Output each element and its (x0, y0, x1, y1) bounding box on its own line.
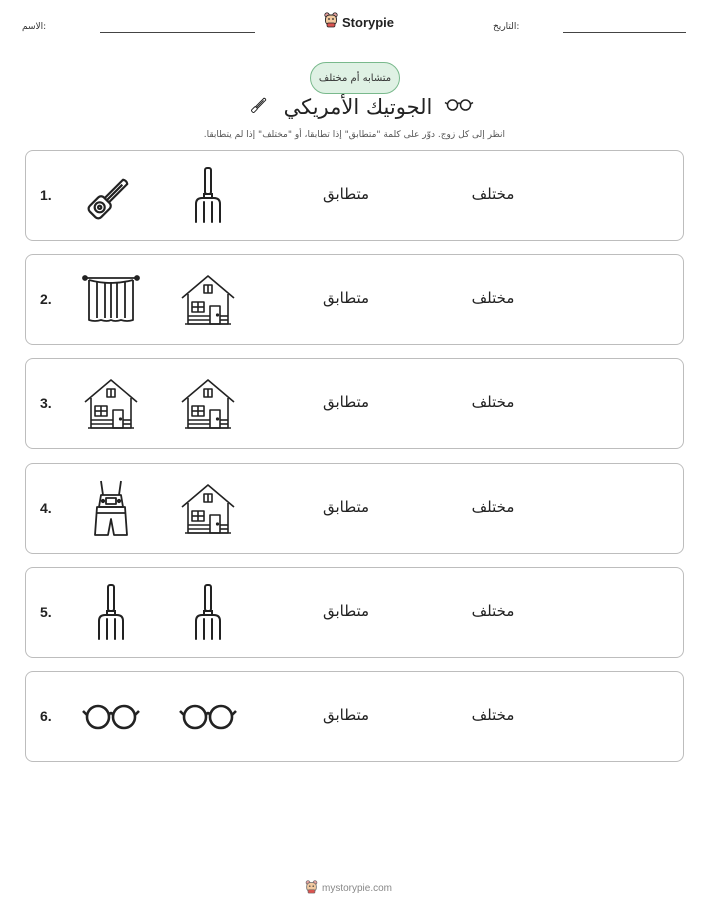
exercise-row (25, 671, 684, 762)
footer (305, 880, 392, 896)
house-icon (178, 270, 238, 330)
storypie-mascot-icon (324, 12, 338, 32)
same-option[interactable]: متطابق (322, 393, 370, 411)
overalls-icon (81, 479, 141, 539)
same-option[interactable]: متطابق (322, 706, 370, 724)
different-option[interactable]: مختلف (471, 602, 515, 620)
exercise-row (25, 567, 684, 658)
safety-pin-icon (81, 166, 141, 226)
glasses-icon (81, 687, 141, 747)
page-title: الجوتيك الأمريكي (283, 95, 433, 119)
exercise-row (25, 463, 684, 554)
house-icon (178, 479, 238, 539)
exercise-row (25, 358, 684, 449)
date-label: التاريخ: (493, 22, 520, 32)
different-option[interactable]: مختلف (471, 706, 515, 724)
date-line[interactable] (563, 32, 686, 33)
different-option[interactable]: مختلف (471, 185, 515, 203)
footer-url: mystorypie.com (322, 882, 393, 894)
glasses-icon (444, 95, 474, 119)
name-line[interactable] (100, 32, 255, 33)
exercise-row (25, 254, 684, 345)
row-number: 1. (40, 187, 52, 203)
row-number: 3. (40, 395, 52, 411)
house-icon (178, 374, 238, 434)
brand-logo (324, 13, 394, 31)
house-icon (81, 374, 141, 434)
worksheet-badge: متشابه أم مختلف (310, 62, 400, 94)
safety-pin-icon (246, 92, 272, 122)
different-option[interactable]: مختلف (471, 498, 515, 516)
name-label: الاسم: (22, 22, 47, 32)
pitchfork-icon (178, 583, 238, 643)
row-number: 4. (40, 500, 52, 516)
title-row (230, 92, 490, 122)
storypie-mascot-icon (305, 879, 318, 898)
different-option[interactable]: مختلف (471, 289, 515, 307)
row-number: 6. (40, 708, 52, 724)
exercise-row (25, 150, 684, 241)
pitchfork-icon (178, 166, 238, 226)
same-option[interactable]: متطابق (322, 602, 370, 620)
same-option[interactable]: متطابق (322, 185, 370, 203)
same-option[interactable]: متطابق (322, 498, 370, 516)
glasses-icon (178, 687, 238, 747)
different-option[interactable]: مختلف (471, 393, 515, 411)
pitchfork-icon (81, 583, 141, 643)
row-number: 5. (40, 604, 52, 620)
row-number: 2. (40, 291, 52, 307)
curtain-icon (81, 270, 141, 330)
brand-name: Storypie (342, 14, 395, 30)
same-option[interactable]: متطابق (322, 289, 370, 307)
instructions: انظر إلى كل زوج. دوّر على كلمة "متطابق" إذا تطابقا، أو "مختلف" إذا لم يتطابقا. (203, 130, 505, 140)
